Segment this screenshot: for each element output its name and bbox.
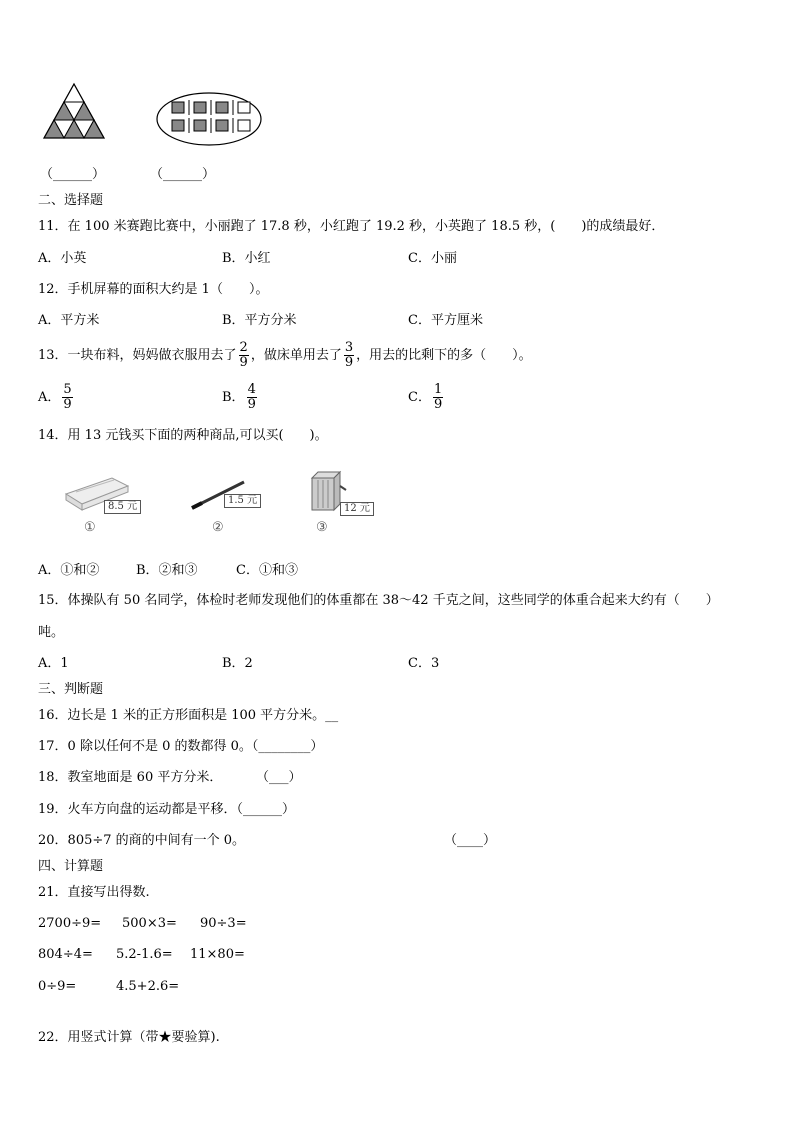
q13-option-c-label: C． [408, 390, 431, 405]
q13-option-b[interactable] [222, 380, 259, 416]
question-18: 18．教室地面是 60 平方分米． [38, 770, 223, 785]
q13-option-a-fraction [62, 383, 72, 412]
q13-option-b-num: 4 [247, 382, 256, 397]
triangle-figure [40, 82, 108, 148]
calc-0-div-9: 0÷9= [38, 979, 77, 994]
question-15: 15．体操队有 50 名同学，体检时老师发现他们的体重都在 38～42 千克之间，这些同学的体重合起来大约有（ ） [38, 593, 719, 608]
item-1-number: ① [84, 520, 96, 535]
q11-option-a[interactable]: A．小英 [38, 251, 87, 266]
q13-frac2-den: 9 [344, 355, 354, 370]
q13-text-pre: 13．一块布料，妈妈做衣服用去了 [38, 348, 237, 363]
q11-option-c[interactable]: C．小丽 [408, 251, 457, 266]
q13-option-c-fraction [433, 383, 443, 412]
question-12: 12．手机屏幕的面积大约是 1（ ）。 [38, 282, 269, 297]
q13-text-post: ，用去的比剩下的多（ ）。 [356, 348, 532, 363]
q13-text-mid: ，做床单用去了 [250, 348, 342, 363]
calc-500-times-3: 500×3= [122, 916, 177, 931]
question-14: 14．用 13 元钱买下面的两种商品,可以买( )。 [38, 428, 328, 443]
q18-answer-blank[interactable]: （___） [256, 770, 302, 785]
question-22: 22．用竖式计算（带★要验算). [38, 1030, 220, 1045]
question-21: 21．直接写出得数. [38, 885, 150, 900]
section-heading-calc: 四、计算题 [38, 859, 104, 874]
question-15-continued: 吨。 [38, 625, 65, 640]
figure2-blank[interactable]: （______） [150, 167, 216, 182]
q12-option-b[interactable]: B．平方分米 [222, 313, 297, 328]
q15-option-c[interactable]: C．3 [408, 656, 440, 671]
q11-option-b[interactable]: B．小红 [222, 251, 271, 266]
q13-option-c-den: 9 [433, 397, 443, 412]
item-2-price: 1.5 元 [224, 494, 261, 508]
item-3-number: ③ [316, 520, 328, 535]
question-20: 20．805÷7 的商的中间有一个 0。 [38, 833, 246, 848]
question-19: 19．火车方向盘的运动都是平移．（______） [38, 802, 296, 817]
question-16: 16．边长是 1 米的正方形面积是 100 平方分米。__ [38, 708, 339, 723]
item-3-price: 12 元 [340, 502, 374, 516]
q13-frac2-num: 3 [344, 340, 354, 355]
q13-option-a-label: A． [38, 390, 61, 405]
q13-option-b-fraction [247, 383, 257, 412]
q15-option-a[interactable]: A．1 [38, 656, 69, 671]
question-13 [38, 338, 532, 374]
q20-answer-blank[interactable]: （____） [444, 833, 497, 848]
q13-frac1-den: 9 [239, 355, 248, 370]
item-2-number: ② [212, 520, 224, 535]
figure1-blank[interactable]: （______） [40, 167, 106, 182]
q13-option-c-num: 1 [433, 382, 443, 397]
q12-option-c[interactable]: C．平方厘米 [408, 313, 483, 328]
question-11: 11．在 100 米赛跑比赛中，小丽跑了 17.8 秒，小红跑了 19.2 秒，小英跑了 18.5 秒，( )的成绩最好． [38, 219, 665, 234]
section-heading-judge: 三、判断题 [38, 682, 104, 697]
calc-2700-div-9: 2700÷9= [38, 916, 102, 931]
calc-4.5-plus-2.6: 4.5+2.6= [116, 979, 180, 994]
q14-option-c[interactable]: C．①和③ [236, 563, 298, 578]
q13-option-a[interactable] [38, 380, 75, 416]
q12-option-a[interactable]: A．平方米 [38, 313, 100, 328]
ellipse-squares-figure [156, 92, 268, 152]
calc-90-div-3: 90÷3= [200, 916, 247, 931]
q13-fraction-1 [239, 341, 249, 370]
q13-option-b-label: B． [222, 390, 245, 405]
item-1-price: 8.5 元 [104, 500, 141, 514]
q13-option-b-den: 9 [247, 397, 256, 412]
q13-option-a-den: 9 [63, 397, 72, 412]
q13-fraction-2 [344, 341, 354, 370]
section-heading-choice: 二、选择题 [38, 193, 104, 208]
q15-option-b[interactable]: B．2 [222, 656, 253, 671]
q13-option-c[interactable] [408, 380, 445, 416]
q14-option-b[interactable]: B．②和③ [136, 563, 198, 578]
calc-5.2-minus-1.6: 5.2-1.6= [116, 947, 173, 962]
q13-frac1-num: 2 [239, 340, 248, 355]
calc-804-div-4: 804÷4= [38, 947, 93, 962]
calc-11-times-80: 11×80= [190, 947, 245, 962]
q14-option-a[interactable]: A．①和② [38, 563, 100, 578]
question-17: 17．0 除以任何不是 0 的数都得 0。（________） [38, 739, 324, 754]
q13-option-a-num: 5 [63, 382, 72, 397]
